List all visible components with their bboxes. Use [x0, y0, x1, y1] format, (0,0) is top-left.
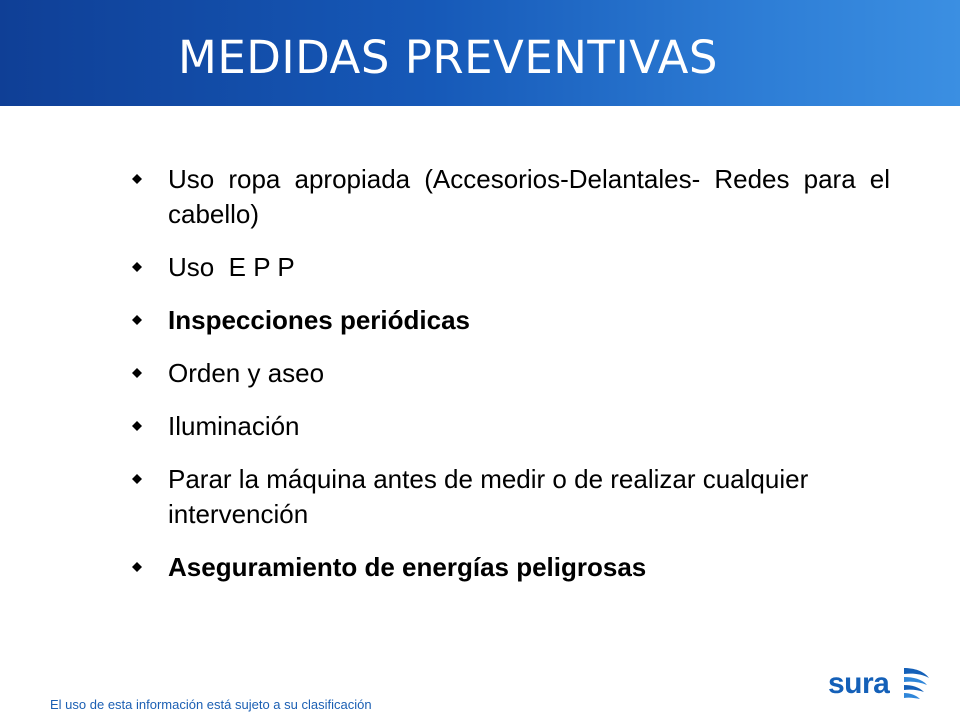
diamond-bullet-icon: [132, 368, 142, 378]
bullet-item: [130, 409, 890, 444]
bullet-item: [130, 250, 890, 285]
sura-wing-icon: [900, 665, 932, 701]
title-banner: [0, 0, 960, 106]
bullet-text: Iluminación: [168, 411, 300, 441]
bullet-list: [130, 162, 890, 603]
bullet-item: [130, 162, 890, 232]
bullet-text: Uso E P P: [168, 252, 295, 282]
diamond-bullet-icon: [132, 421, 142, 431]
bullet-item: [130, 550, 890, 585]
diamond-bullet-icon: [132, 174, 142, 184]
bullet-text: Uso ropa apropiada (Accesorios-Delantales- Redes para el cabello): [168, 164, 890, 229]
classification-note: El uso de esta información está sujeto a su clasificación: [50, 697, 372, 712]
bullet-text: Orden y aseo: [168, 358, 325, 388]
bullet-text: Parar la máquina antes de medir o de realizar cualquier intervención: [168, 464, 809, 529]
bullet-item: [130, 462, 890, 532]
diamond-bullet-icon: [132, 474, 142, 484]
slide-title: MEDIDAS PREVENTIVAS: [178, 31, 718, 84]
bullet-item: [130, 303, 890, 338]
bullet-text: Inspecciones periódicas: [168, 305, 471, 335]
diamond-bullet-icon: [132, 315, 142, 325]
diamond-bullet-icon: [132, 562, 142, 572]
logo-wordmark: sura: [828, 667, 890, 700]
sura-logo: [828, 662, 932, 706]
bullet-text: Aseguramiento de energías peligrosas: [168, 552, 647, 582]
diamond-bullet-icon: [132, 262, 142, 272]
bullet-item: [130, 356, 890, 391]
